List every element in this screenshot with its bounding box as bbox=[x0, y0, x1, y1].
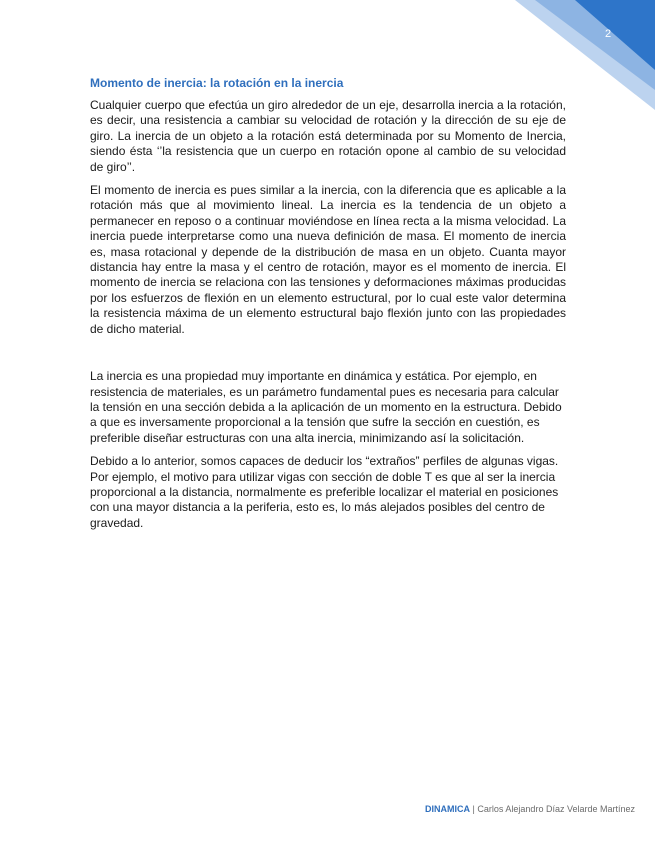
paragraph-1: Cualquier cuerpo que efectúa un giro alrededor de un eje, desarrolla inercia a la rotación, es decir, una resistencia a cambiar su velocidad de rotación y la dirección de su eje de giro. La inercia de un objeto a la rotación está determinada por su Momento de Inercia, siendo ésta ‘’la resistencia que un cuerpo en rotación opone al cambio de su velocidad de giro’’. bbox=[90, 98, 566, 174]
page-footer bbox=[425, 804, 635, 814]
document-body bbox=[90, 76, 566, 539]
page-number: 2 bbox=[605, 28, 612, 40]
paragraph-4: Debido a lo anterior, somos capaces de deducir los “extraños” perfiles de algunas vigas. Por ejemplo, el motivo para utilizar vigas con sección de doble T es que al ser la inercia proporcional a la distancia, normalmente es preferible localizar el material en posiciones con una mayor distancia a la periferia, esto es, lo más alejados posibles del centro de gravedad. bbox=[90, 454, 559, 530]
paragraph-2: El momento de inercia es pues similar a la inercia, con la diferencia que es aplicable a la rotación más que al movimiento lineal. La inercia es la tendencia de un objeto a permanecer en reposo o a continuar moviéndose en línea recta a la misma velocidad. La inercia puede interpretarse como una nueva definición de masa. El momento de inercia es, masa rotacional y depende de la distribución de masa en un objeto. Cuanta mayor distancia hay entre la masa y el centro de rotación, mayor es el momento de inercia. El momento de inercia se relaciona con las tensiones y deformaciones máximas producidas por los esfuerzos de flexión en un elemento estructural, por lo cual este valor determina la resistencia máxima de un elemento estructural bajo flexión junto con las propiedades de dicho material. bbox=[90, 183, 566, 336]
section-heading: Momento de inercia: la rotación en la inercia bbox=[90, 76, 344, 90]
footer-author: Carlos Alejandro Díaz Velarde Martínez bbox=[477, 804, 635, 814]
paragraph-3: La inercia es una propiedad muy importante en dinámica y estática. Por ejemplo, en resistencia de materiales, es un parámetro fundamental pues es necesaria para calcular la tensión en una sección debida a la aplicación de un momento en la estructura. Debido a que es inversamente proporcional a la tensión que sufre la sección en cuestión, es preferible diseñar estructuras con una alta inercia, minimizando así la solicitación. bbox=[90, 369, 562, 445]
footer-separator: | bbox=[472, 804, 475, 814]
footer-course: DINAMICA bbox=[425, 804, 471, 814]
paragraph-spacer bbox=[90, 345, 566, 369]
